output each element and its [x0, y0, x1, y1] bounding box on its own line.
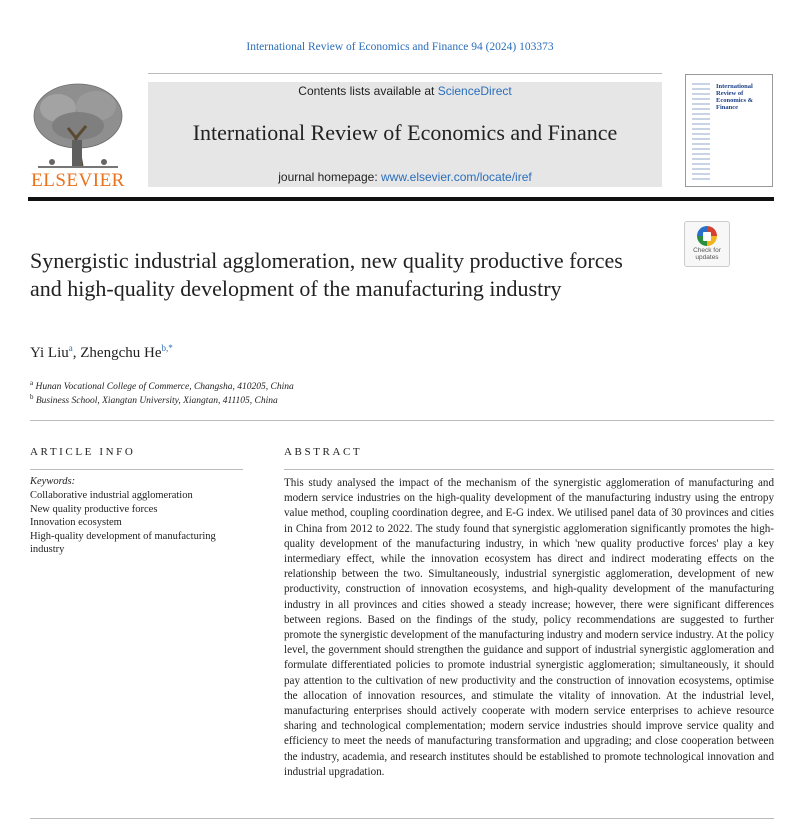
check-updates-icon: [697, 226, 717, 246]
author-name[interactable]: Zhengchu He: [80, 345, 162, 361]
author-affiliation-marker[interactable]: a: [68, 343, 73, 353]
header-top-rule: [148, 73, 662, 74]
affiliation-text: Hunan Vocational College of Commerce, Changsha, 410205, China: [35, 382, 294, 393]
author-name[interactable]: Yi Liu: [30, 345, 69, 361]
abstract-text: This study analysed the impact of the mechanism of the synergistic agglomeration of manufacturing and modern service industries on the high-quality development of the manufacturing industry using the entropy value method, coupling coordination degree, and E-G index. We utilised panel data of 30 provinces and cities in China from 2012 to 2022. The study found that synergistic agglomeration significantly promotes the high-quality development of the manufacturing industry, in which 'new quality productive forces' play a key intermediary effect, while the innovation ecosystem has direct and indirect moderating effects on the relationship between the two. Simultaneously, industrial synergistic agglomeration, development of new productivity, construction of innovation ecosystems, and high-quality development of the manufacturing industry in all provinces and cities showed a steady increase; however, there were significant differences between regions. Based on the findings of the study, policy recommendations are suggested to further promote the synergistic development of the manufacturing industry and modern service industry. At the policy level, the government should strengthen the guidance and support of industrial synergistic agglomeration and formulate differentiated policies to promote industrial synergistic agglomeration; simultaneously, it should pay attention to the cultivation of new productivity and the construction of innovation ecosystems, optimise the allocation of innovation resources, and stimulate the vitality of innovation. At the industrial level, manufacturing enterprises should actively cooperate with modern service enterprises to achieve resource sharing and technological complementation; modern service industries should improve service quality and efficiency to meet the needs of manufacturing transformation and upgrading; and close cooperation between the industry, academia, and research institutes should be established to promote technological innovation and industrial upgradation.: [284, 477, 774, 778]
bottom-divider: [30, 818, 774, 819]
author-affiliation-marker[interactable]: b,*: [161, 343, 173, 353]
journal-homepage-link[interactable]: www.elsevier.com/locate/iref: [381, 170, 532, 184]
header-divider: [28, 197, 774, 201]
article-info-rule: [30, 469, 243, 470]
keywords-label: Keywords:: [30, 476, 76, 487]
abstract-heading: ABSTRACT: [284, 446, 363, 458]
journal-reference-link[interactable]: International Review of Economics and Finance 94 (2024) 103373: [246, 41, 554, 53]
article-title: Synergistic industrial agglomeration, new quality productive forces and high-quality development of the manufacturing industry: [30, 248, 623, 301]
keyword-item: New quality productive forces: [30, 503, 158, 515]
affiliation-marker: b: [30, 393, 34, 401]
author-list: [30, 343, 173, 362]
keywords-list: [30, 489, 243, 557]
affiliation-marker: a: [30, 379, 34, 387]
author-separator: ,: [72, 345, 81, 361]
keyword-item: Innovation ecosystem: [30, 517, 122, 529]
elsevier-wordmark[interactable]: ELSEVIER: [31, 170, 125, 191]
affiliation-a: [30, 379, 294, 392]
affiliation-b: [30, 393, 278, 406]
homepage-prefix: journal homepage:: [278, 170, 381, 184]
article-info-heading: ARTICLE INFO: [30, 446, 136, 458]
check-for-updates-button[interactable]: [684, 221, 730, 267]
sciencedirect-link[interactable]: ScienceDirect: [437, 84, 512, 98]
journal-cover-thumbnail[interactable]: [685, 74, 773, 187]
abstract-rule: [284, 469, 774, 470]
keyword-item: High-quality development of manufacturing industry: [30, 530, 216, 556]
affiliation-text: Business School, Xiangtan University, Xiangtan, 411105, China: [35, 396, 278, 407]
journal-homepage-line: [148, 170, 662, 184]
cover-title: International Review of Economics & Finance: [716, 83, 754, 111]
keyword-item: Collaborative industrial agglomeration: [30, 490, 193, 501]
journal-title: International Review of Economics and Finance: [192, 120, 618, 145]
check-updates-label: Check for updates: [693, 247, 721, 261]
section-divider: [30, 420, 774, 421]
cover-decoration: [692, 83, 710, 183]
contents-availability-line: [148, 84, 662, 98]
contents-prefix: Contents lists available at: [298, 84, 438, 98]
